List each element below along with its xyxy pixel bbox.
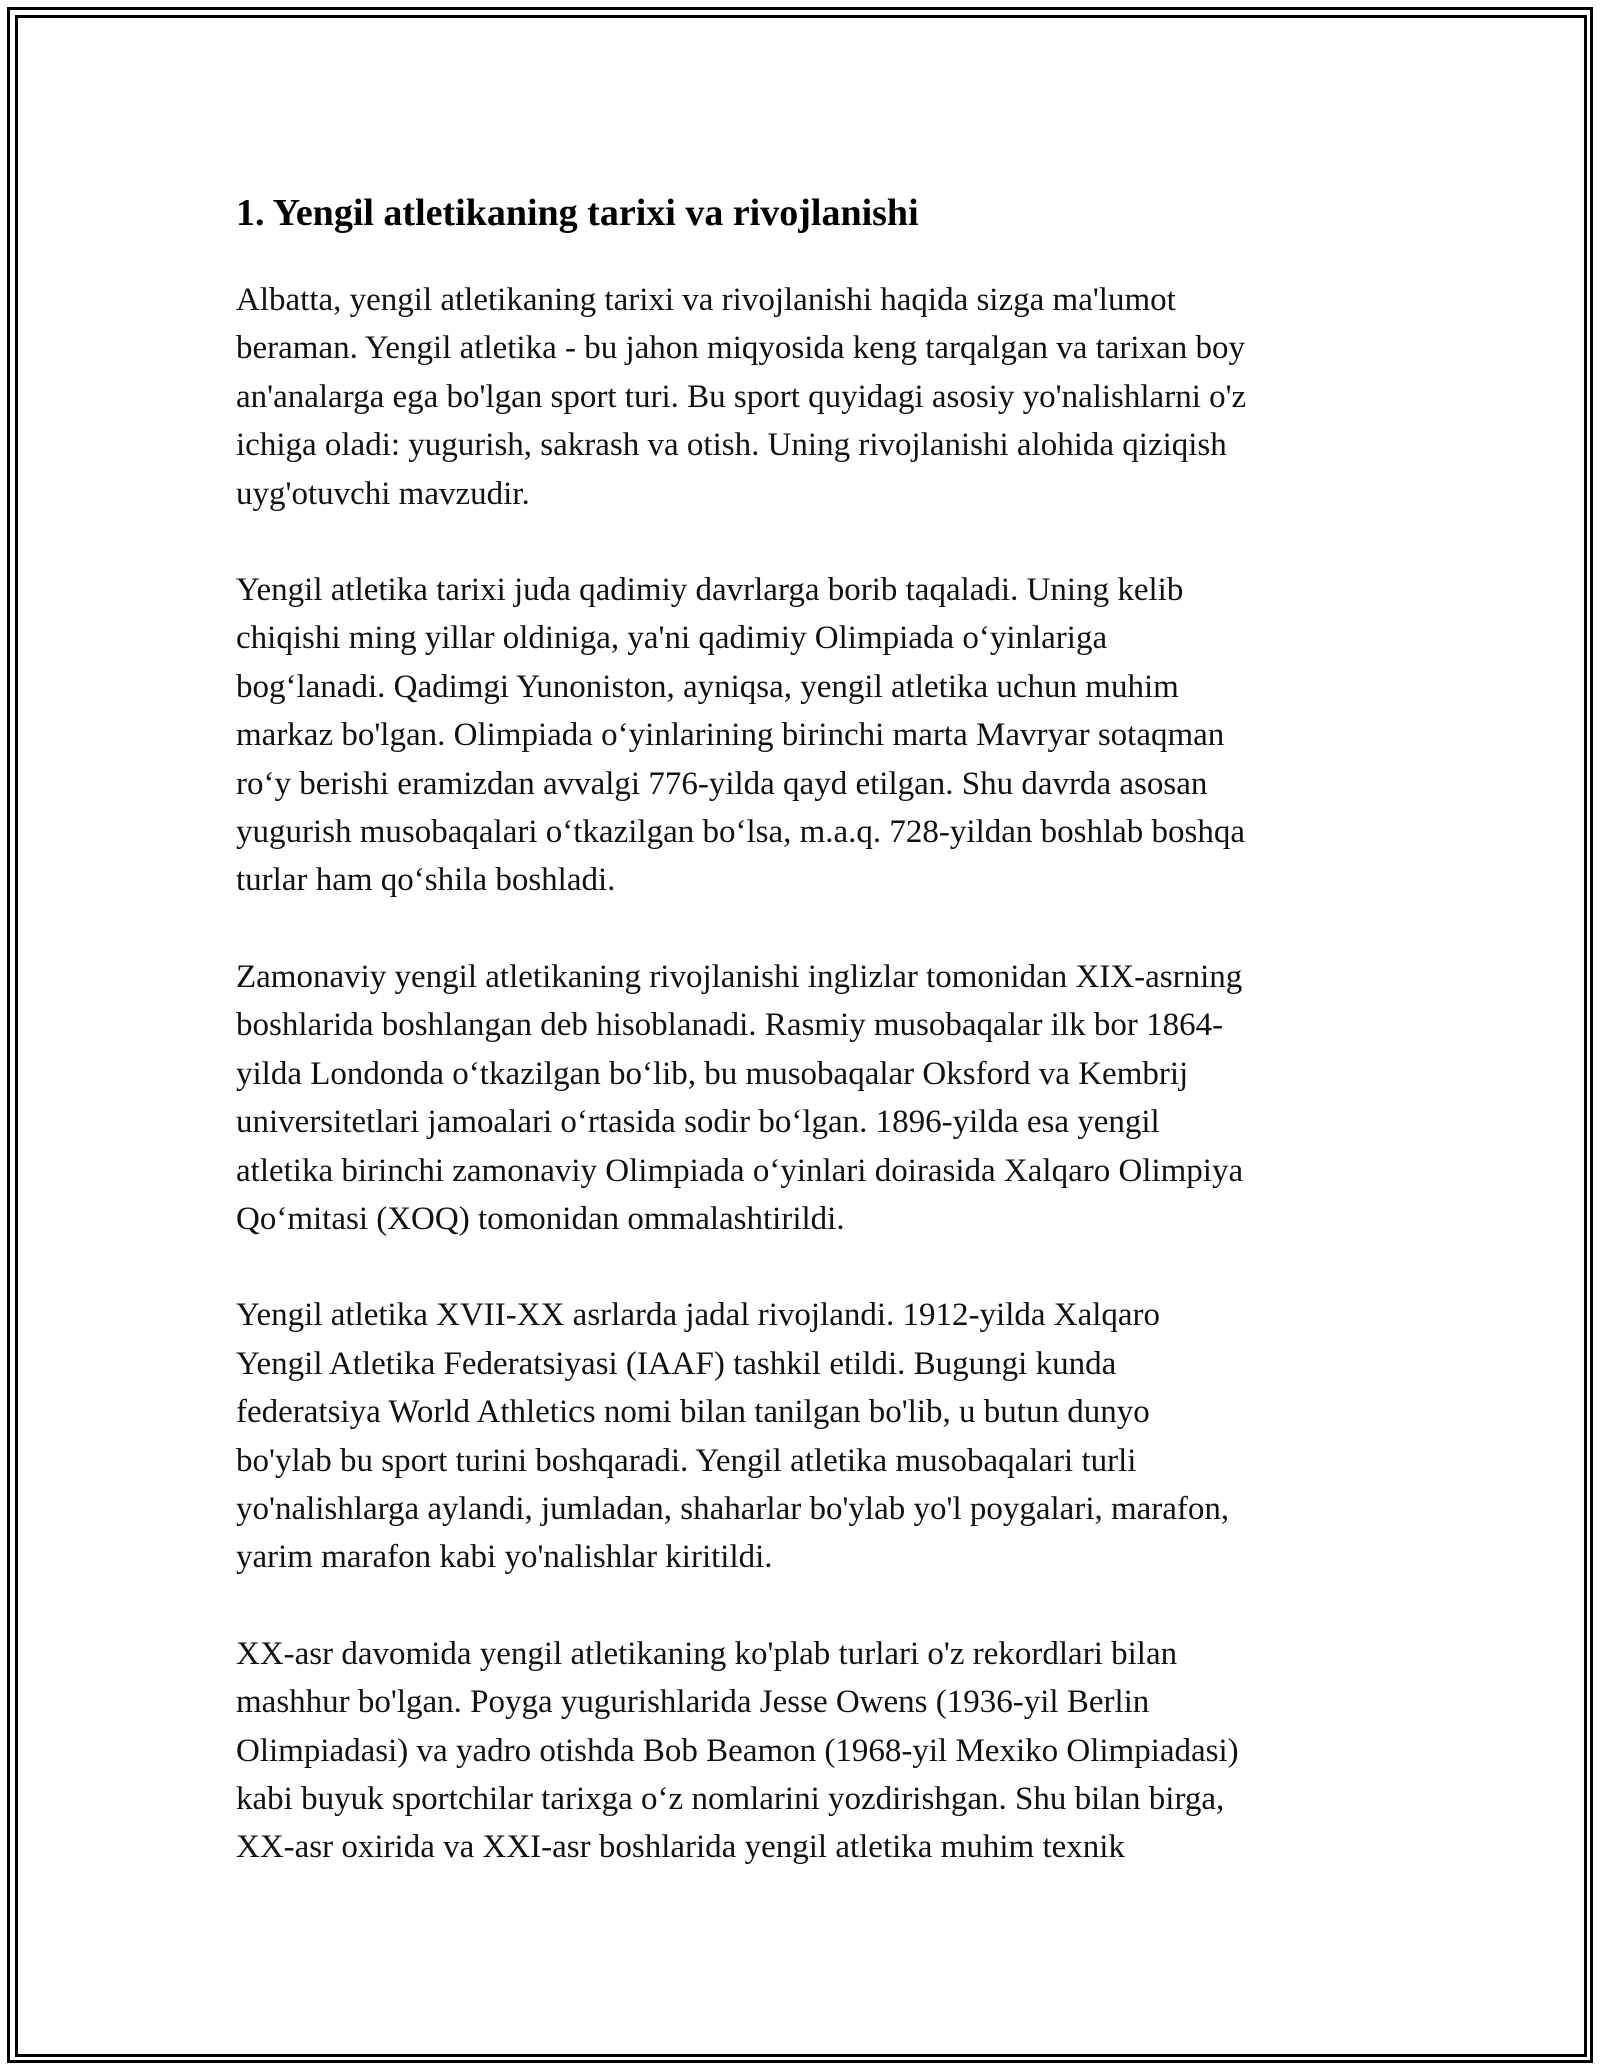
paragraph-line: uyg'otuvchi mavzudir. <box>236 475 530 512</box>
paragraph-line: universitetlari jamoalari o‘rtasida sodir bo‘lgan. 1896-yilda esa yengil <box>236 1104 1160 1141</box>
paragraph-line: turlar ham qo‘shila boshladi. <box>236 862 616 899</box>
paragraph <box>236 566 1371 905</box>
paragraph-line: beraman. Yengil atletika - bu jahon miqyosida keng tarqalgan va tarixan boy <box>236 330 1245 367</box>
paragraph-list <box>236 276 1371 1872</box>
paragraph-line: Albatta, yengil atletikaning tarixi va rivojlanishi haqida sizga ma'lumot <box>236 282 1176 318</box>
paragraph-line: Olimpiadasi) va yadro otishda Bob Beamon (1968-yil Mexiko Olimpiadasi) <box>236 1732 1239 1769</box>
paragraph-line: Yengil atletika tarixi juda qadimiy davrlarga borib taqaladi. Uning kelib <box>236 572 1184 609</box>
document-body <box>236 184 1371 1920</box>
document-title: 1. Yengil atletikaning tarixi va rivojlanishi <box>236 192 919 234</box>
paragraph-line: Zamonaviy yengil atletikaning rivojlanishi inglizlar tomonidan XIX-asrning <box>236 958 1243 995</box>
paragraph <box>236 1630 1371 1872</box>
paragraph-line: markaz bo'lgan. Olimpiada o‘yinlarining birinchi marta Mavryar sotaqman <box>236 717 1225 754</box>
paragraph-line: yugurish musobaqalari o‘tkazilgan bo‘lsa, m.a.q. 728-yildan boshlab boshqa <box>236 814 1246 851</box>
paragraph-line: Yengil atletika XVII-XX asrlarda jadal rivojlandi. 1912-yilda Xalqaro <box>236 1297 1161 1334</box>
paragraph-line: ichiga oladi: yugurish, sakrash va otish. Uning rivojlanishi alohida qiziqish <box>236 427 1227 464</box>
paragraph-line: an'analarga ega bo'lgan sport turi. Bu sport quyidagi asosiy yo'nalishlarni o'z <box>236 378 1247 415</box>
paragraph <box>236 1291 1371 1581</box>
paragraph-line: kabi buyuk sportchilar tarixga o‘z nomlarini yozdirishgan. Shu bilan birga, <box>236 1780 1225 1817</box>
paragraph <box>236 953 1371 1243</box>
paragraph-line: atletika birinchi zamonaviy Olimpiada o‘yinlari doirasida Xalqaro Olimpiya <box>236 1152 1244 1189</box>
paragraph-line: Qo‘mitasi (XOQ) tomonidan ommalashtirildi. <box>236 1200 845 1237</box>
paragraph-line: bo'ylab bu sport turini boshqaradi. Yengil atletika musobaqalari turli <box>236 1442 1137 1479</box>
paragraph-line: Yengil Atletika Federatsiyasi (IAAF) tashkil etildi. Bugungi kunda <box>236 1345 1117 1382</box>
paragraph-line: bog‘lanadi. Qadimgi Yunoniston, ayniqsa, yengil atletika uchun muhim <box>236 668 1179 705</box>
paragraph-line: yarim marafon kabi yo'nalishlar kiritildi. <box>236 1539 773 1576</box>
paragraph <box>236 276 1371 518</box>
paragraph-line: XX-asr oxirida va XXI-asr boshlarida yengil atletika muhim texnik <box>236 1829 1125 1866</box>
paragraph-line: federatsiya World Athletics nomi bilan tanilgan bo'lib, u butun dunyo <box>236 1394 1150 1431</box>
paragraph-line: XX-asr davomida yengil atletikaning ko'plab turlari o'z rekordlari bilan <box>236 1635 1178 1672</box>
paragraph-line: yo'nalishlarga aylandi, jumladan, shaharlar bo'ylab yo'l poygalari, marafon, <box>236 1490 1230 1527</box>
paragraph-line: mashhur bo'lgan. Poyga yugurishlarida Jesse Owens (1936-yil Berlin <box>236 1684 1150 1721</box>
paragraph-line: chiqishi ming yillar oldiniga, ya'ni qadimiy Olimpiada o‘yinlariga <box>236 620 1108 657</box>
paragraph-line: ro‘y berishi eramizdan avvalgi 776-yilda qayd etilgan. Shu davrda asosan <box>236 765 1208 802</box>
paragraph-line: yilda Londonda o‘tkazilgan bo‘lib, bu musobaqalar Oksford va Kembrij <box>236 1055 1189 1092</box>
paragraph-line: boshlarida boshlangan deb hisoblanadi. Rasmiy musobaqalar ilk bor 1864- <box>236 1007 1224 1044</box>
